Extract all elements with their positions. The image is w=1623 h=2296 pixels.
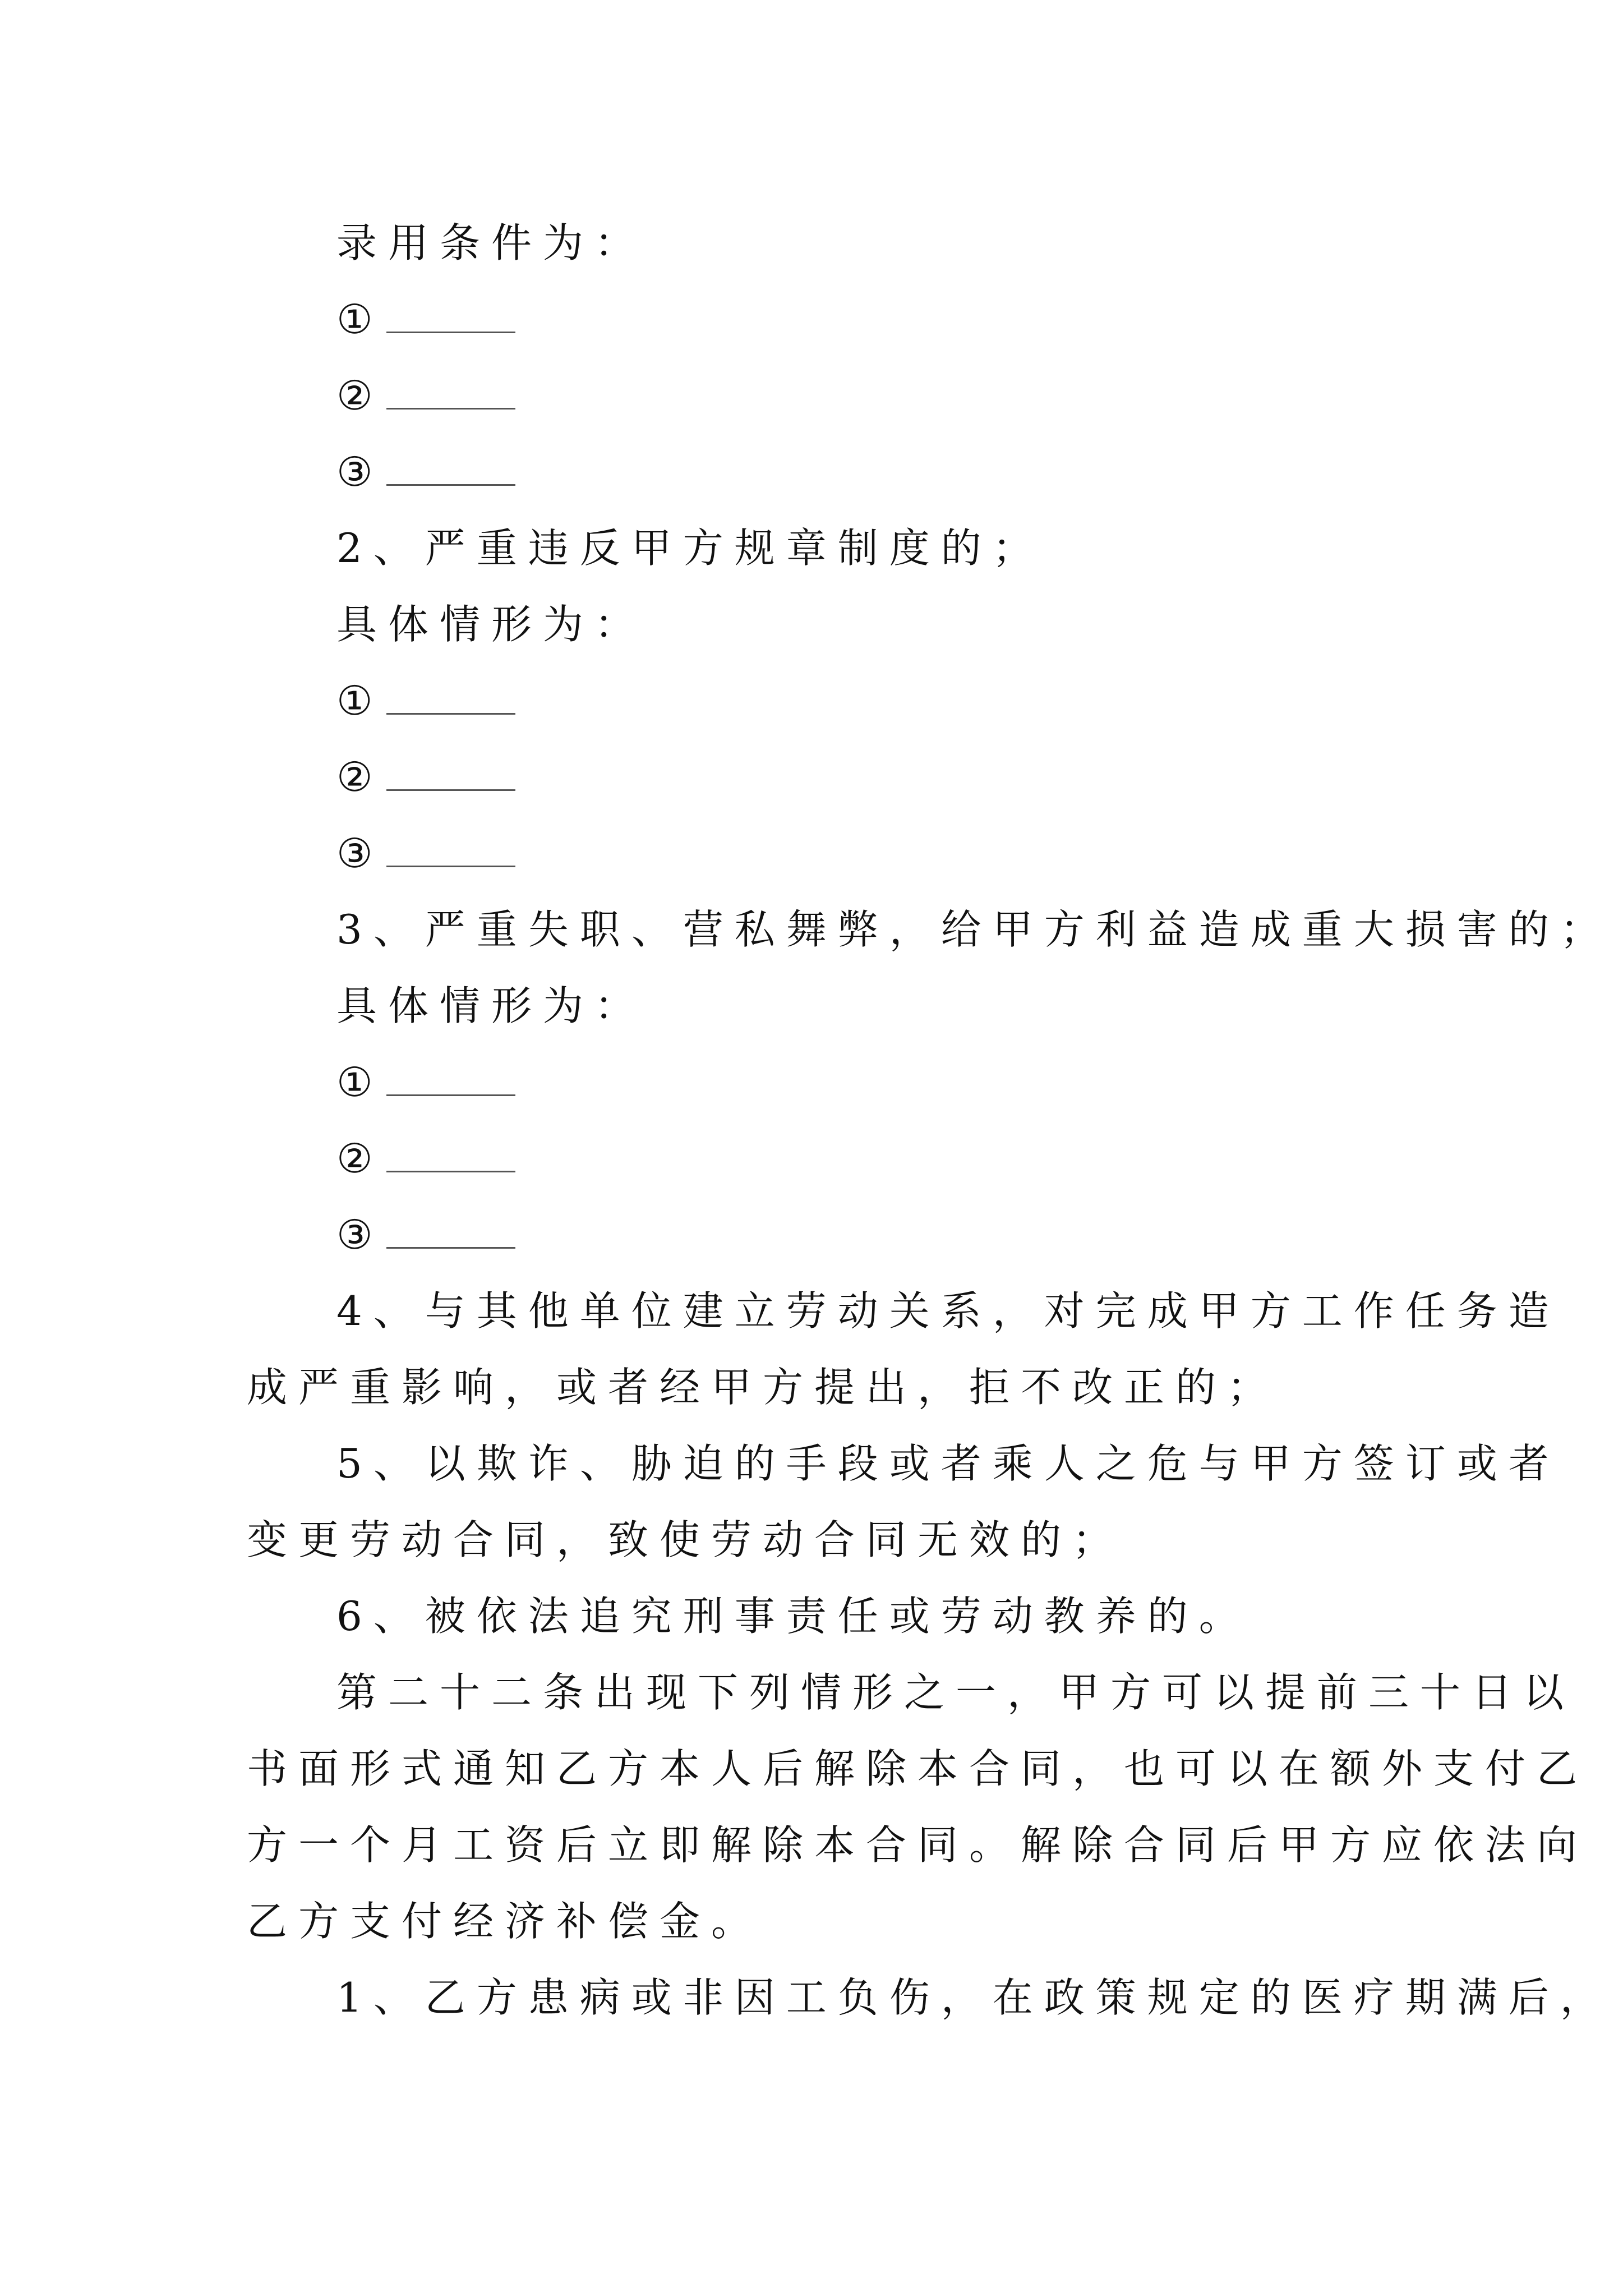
item-number: ③	[336, 448, 384, 495]
fill-blank	[386, 1134, 515, 1172]
blank-item	[336, 1055, 515, 1109]
blank-item	[336, 750, 515, 804]
text-line: 第二十二条出现下列情形之一，甲方可以提前三十日以	[336, 1669, 1575, 1716]
item-number: ①	[336, 296, 384, 343]
text-line: 乙方支付经济补偿金。	[247, 1898, 763, 1945]
fill-blank	[386, 752, 515, 791]
item-number: ②	[336, 753, 384, 800]
text-line: 具体情形为：	[336, 601, 647, 648]
text-line: 变更劳动合同，致使劳动合同无效的；	[247, 1516, 1124, 1563]
blank-item	[336, 292, 515, 346]
item-number: ②	[336, 372, 384, 419]
fill-blank	[386, 447, 515, 486]
text-line: 方一个月工资后立即解除本合同。解除合同后甲方应依法向	[247, 1821, 1589, 1869]
item-number: ②	[336, 1135, 384, 1182]
fill-blank	[386, 1210, 515, 1249]
fill-blank	[386, 676, 515, 715]
text-line: 3、严重失职、营私舞弊，给甲方利益造成重大损害的；	[336, 906, 1612, 953]
text-line: 书面形式通知乙方本人后解除本合同，也可以在额外支付乙	[247, 1745, 1589, 1792]
text-line: 1、乙方患病或非因工负伤，在政策规定的医疗期满后，	[336, 1974, 1612, 2021]
blank-item	[336, 1131, 515, 1185]
fill-blank	[386, 371, 515, 409]
text-line: 成严重影响，或者经甲方提出，拒不改正的；	[247, 1364, 1279, 1411]
text-line: 6、被依法追究刑事责任或劳动教养的。	[336, 1593, 1251, 1640]
blank-item	[336, 826, 515, 880]
text-line: 4、与其他单位建立劳动关系，对完成甲方工作任务造	[336, 1287, 1560, 1335]
text-line: 具体情形为：	[336, 982, 647, 1029]
fill-blank	[386, 829, 515, 867]
blank-item	[336, 674, 515, 728]
item-number: ①	[336, 1059, 384, 1106]
item-number: ①	[336, 677, 384, 724]
text-line: 2、严重违反甲方规章制度的；	[336, 524, 1044, 572]
item-number: ③	[336, 830, 384, 877]
blank-item	[336, 369, 515, 422]
fill-blank	[386, 1057, 515, 1096]
blank-item	[336, 445, 515, 499]
text-line: 5、以欺诈、胁迫的手段或者乘人之危与甲方签订或者	[336, 1440, 1560, 1487]
fill-blank	[386, 295, 515, 333]
text-line: 录用条件为：	[336, 219, 647, 266]
item-number: ③	[336, 1211, 384, 1258]
blank-item	[336, 1208, 515, 1262]
